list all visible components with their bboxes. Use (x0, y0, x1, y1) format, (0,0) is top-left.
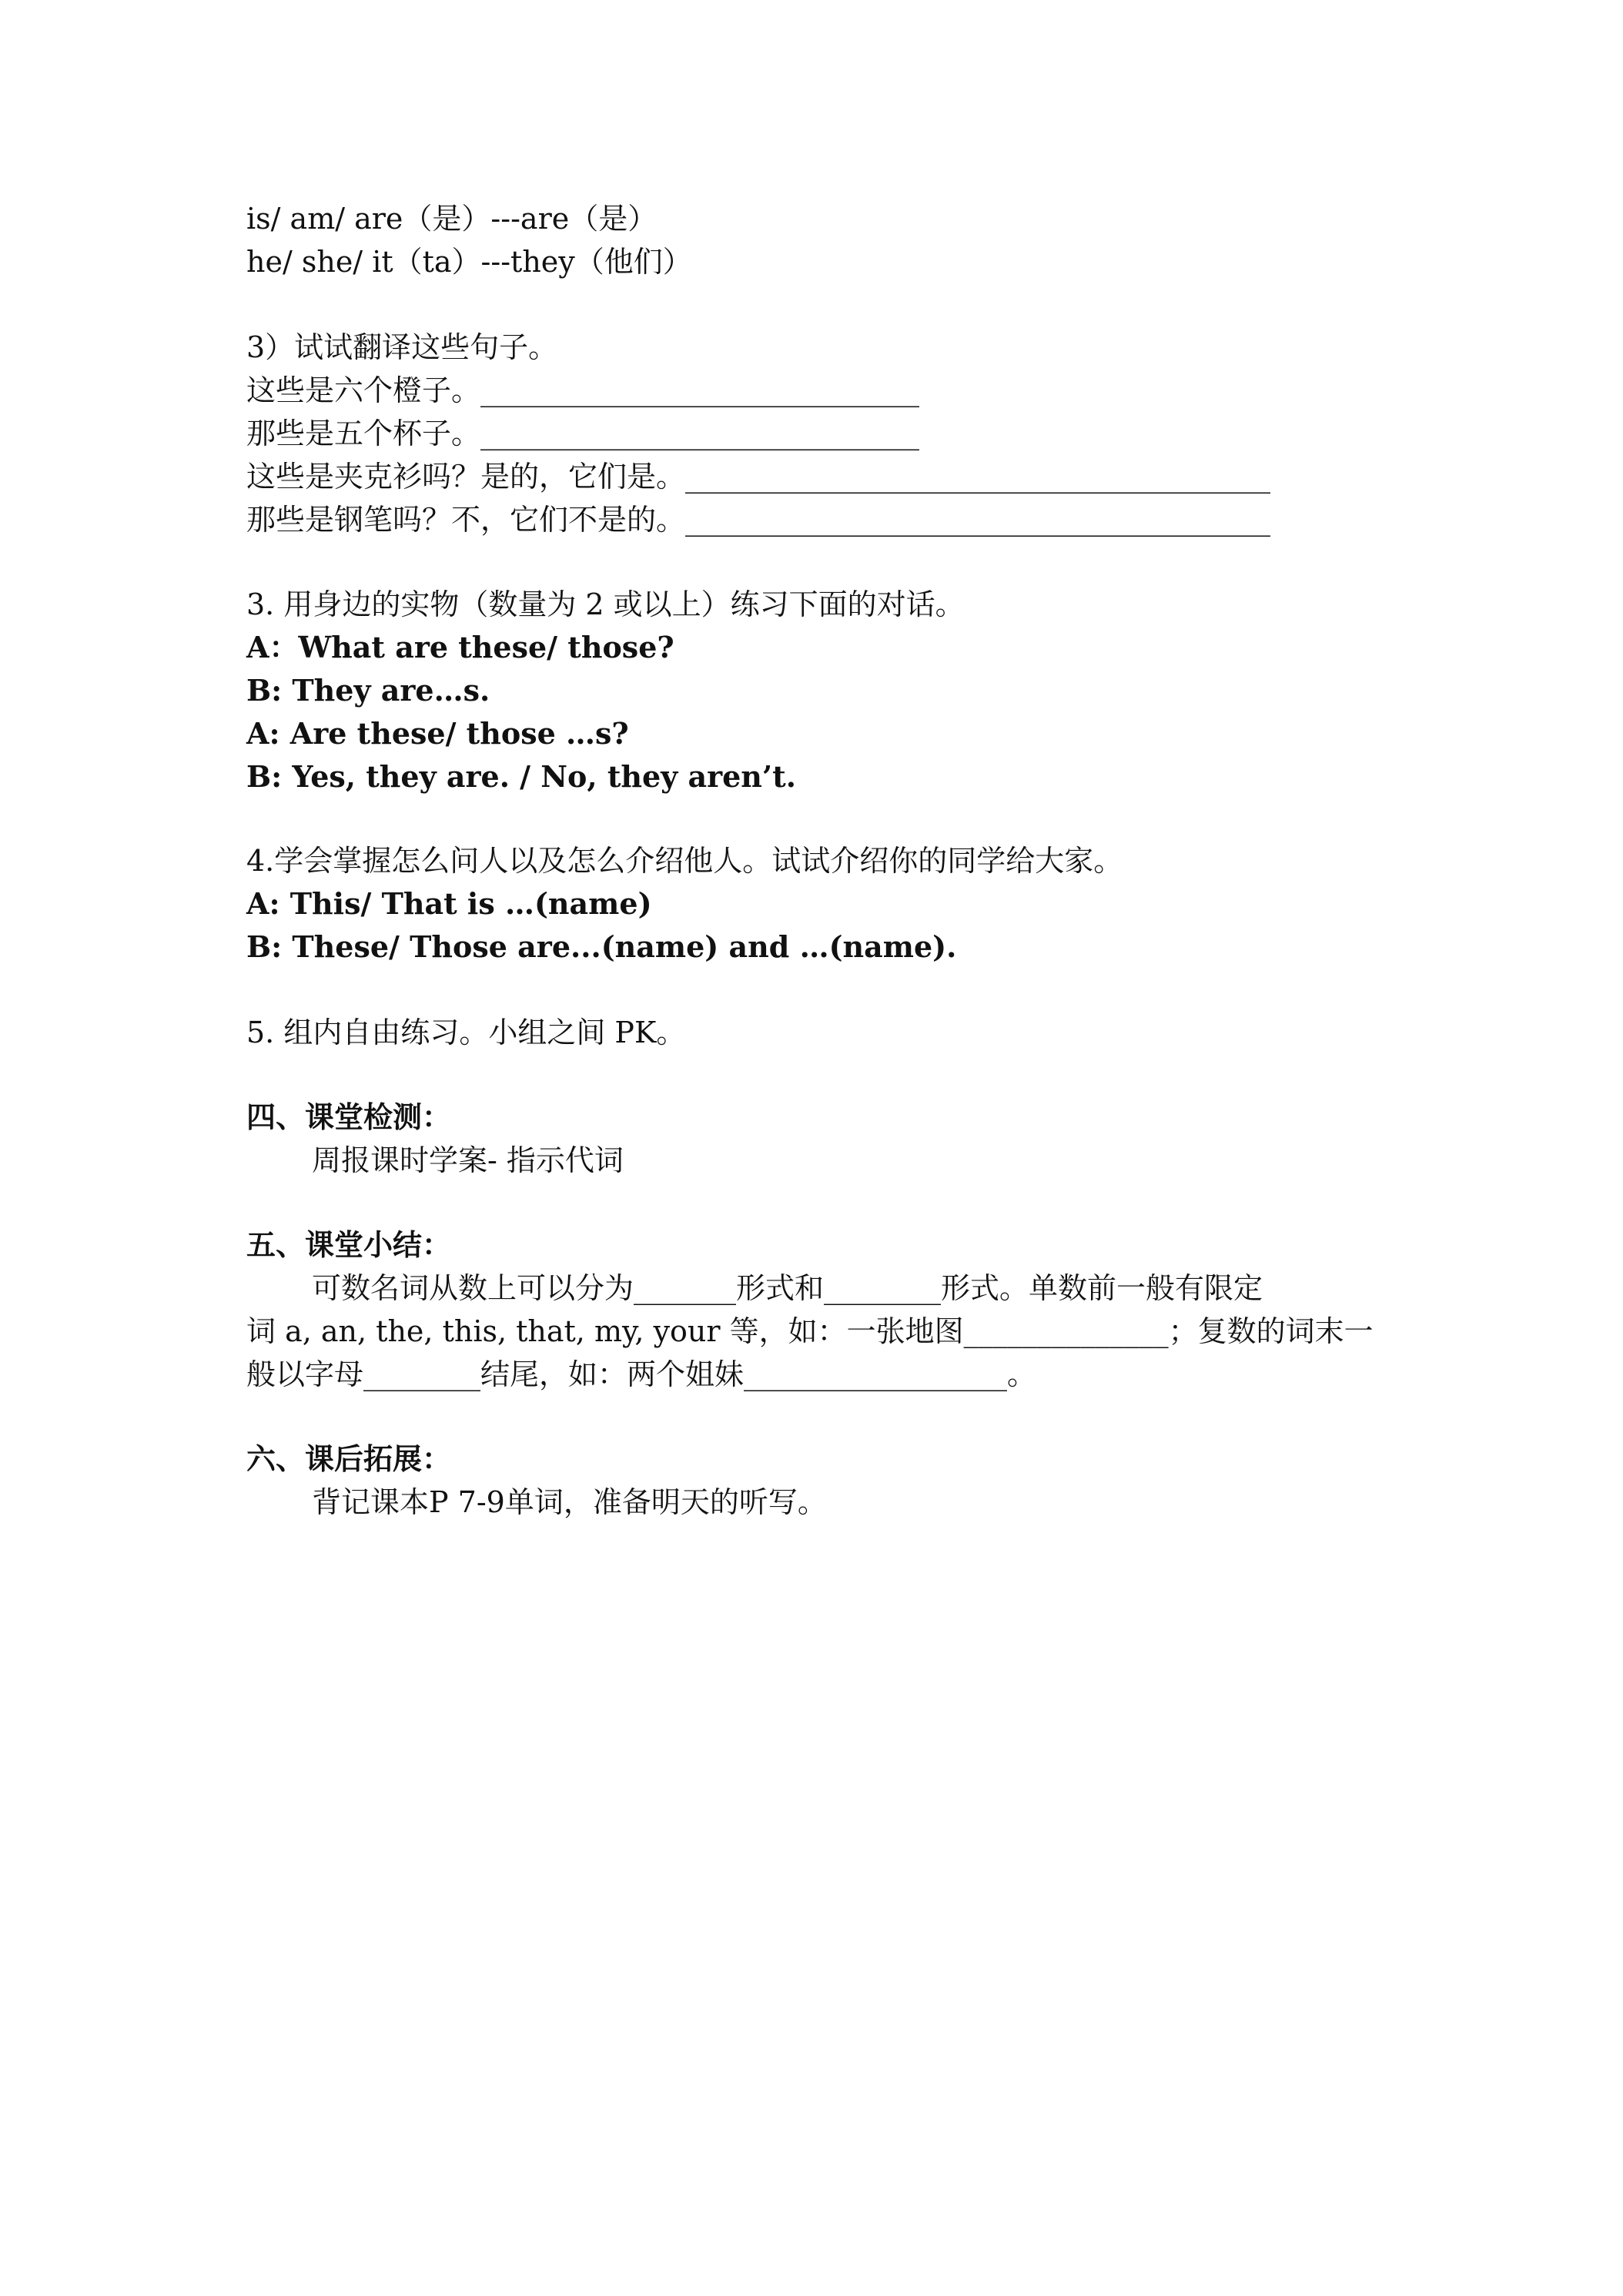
section-4-body: 周报课时学案- 指示代词 (312, 1143, 624, 1177)
practice-dialogue-heading: 3. 用身边的实物（数量为 2 或以上）练习下面的对话。 (246, 587, 965, 621)
section-5-body-line-1: 可数名词从数上可以分为_______形式和________形式。单数前一般有限定 (312, 1271, 1263, 1305)
dialogue-line-3: A: Are these/ those …s? (246, 716, 629, 751)
translate-item-2: 那些是五个杯子。______________________________ (246, 417, 920, 450)
dialogue-line-4: B: Yes, they are. / No, they aren’t. (246, 759, 796, 794)
pronoun-note-line-2: he/ she/ it（ta）---they（他们） (246, 245, 692, 279)
translate-item-1: 这些是六个橙子。______________________________ (246, 373, 920, 407)
section-6-body: 背记课本P 7-9单词，准备明天的听写。 (312, 1485, 827, 1519)
translate-item-3: 这些是夹克衫吗？是的，它们是。________________________________________ (246, 460, 1271, 494)
group-practice-text: 5. 组内自由练习。小组之间 PK。 (246, 1016, 686, 1049)
dialogue-line-1: A：What are these/ those? (246, 630, 674, 664)
pronoun-note-line-1: is/ am/ are（是）---are（是） (246, 202, 658, 236)
introduce-line-1: A: This/ That is …(name) (246, 886, 652, 921)
translate-exercise-heading: 3）试试翻译这些句子。 (246, 330, 558, 364)
introduce-people-heading: 4.学会掌握怎么问人以及怎么介绍他人。试试介绍你的同学给大家。 (246, 844, 1123, 878)
section-5-body-line-2: 词 a, an, the, this, that, my, your 等，如：一张地图______________；复数的词末一 (246, 1314, 1374, 1348)
section-4-heading: 四、课堂检测： (246, 1099, 452, 1134)
introduce-line-2: B: These/ Those are...(name) and …(name). (246, 929, 957, 964)
section-6-heading: 六、课后拓展： (246, 1441, 452, 1476)
dialogue-line-2: B: They are…s. (246, 673, 490, 708)
translate-item-4: 那些是钢笔吗？不，它们不是的。________________________________________ (246, 503, 1271, 537)
section-5-body-line-3: 般以字母________结尾，如：两个姐妹__________________。 (246, 1357, 1037, 1391)
section-5-heading: 五、课堂小结： (246, 1227, 452, 1262)
